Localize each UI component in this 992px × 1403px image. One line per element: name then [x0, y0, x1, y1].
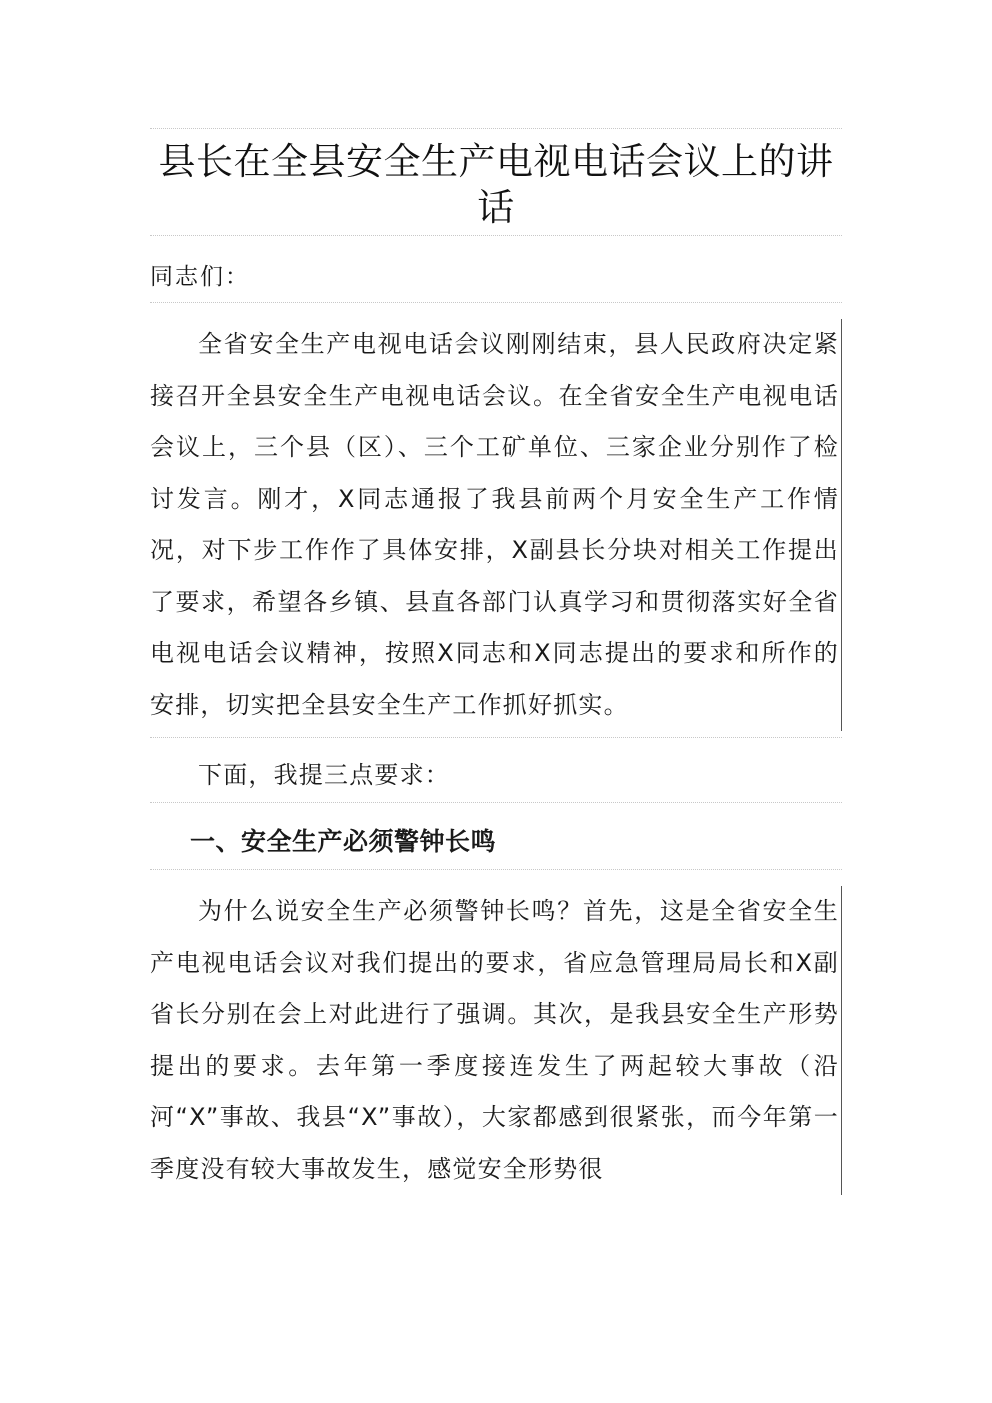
- paragraph-divider: [150, 802, 842, 803]
- title-divider: [150, 235, 842, 236]
- paragraph-intro: 全省安全生产电视电话会议刚刚结束，县人民政府决定紧接召开全县安全生产电视电话会议。在全省安全生产电视电话会议上，三个县（区）、三个工矿单位、三家企业分别作了检讨发言。刚才，X同志通报了我县前两个月安全生产工作情况，对下步工作作了具体安排，X副县长分块对相关工作提出了要求，希望各乡镇、县直各部门认真学习和贯彻落实好全省电视电话会议精神，按照X同志和X同志提出的要求和所作的安排，切实把全县安全生产工作抓好抓实。: [150, 319, 842, 731]
- salutation: 同志们：: [150, 264, 250, 290]
- paragraph-requirements-intro: 下面，我提三点要求：: [198, 761, 450, 789]
- document-title: 县长在全县安全生产电视电话会议上的讲话: [158, 140, 834, 229]
- heading-divider: [150, 869, 842, 870]
- salutation-divider: [150, 302, 842, 303]
- paragraph-section-1: 为什么说安全生产必须警钟长鸣？首先，这是全省安全生产电视电话会议对我们提出的要求，省应急管理局局长和X副省长分别在会上对此进行了强调。其次，是我县安全生产形势提出的要求。去年第一季度接连发生了两起较大事故（沿河“X”事故、我县“X”事故），大家都感到很紧张，而今年第一季度没有较大事故发生，感觉安全形势很: [150, 886, 842, 1195]
- paragraph-divider: [150, 737, 842, 738]
- document-page: [150, 128, 842, 1201]
- section-heading-1: 一、安全生产必须警钟长鸣: [190, 827, 497, 856]
- top-divider: [150, 128, 842, 129]
